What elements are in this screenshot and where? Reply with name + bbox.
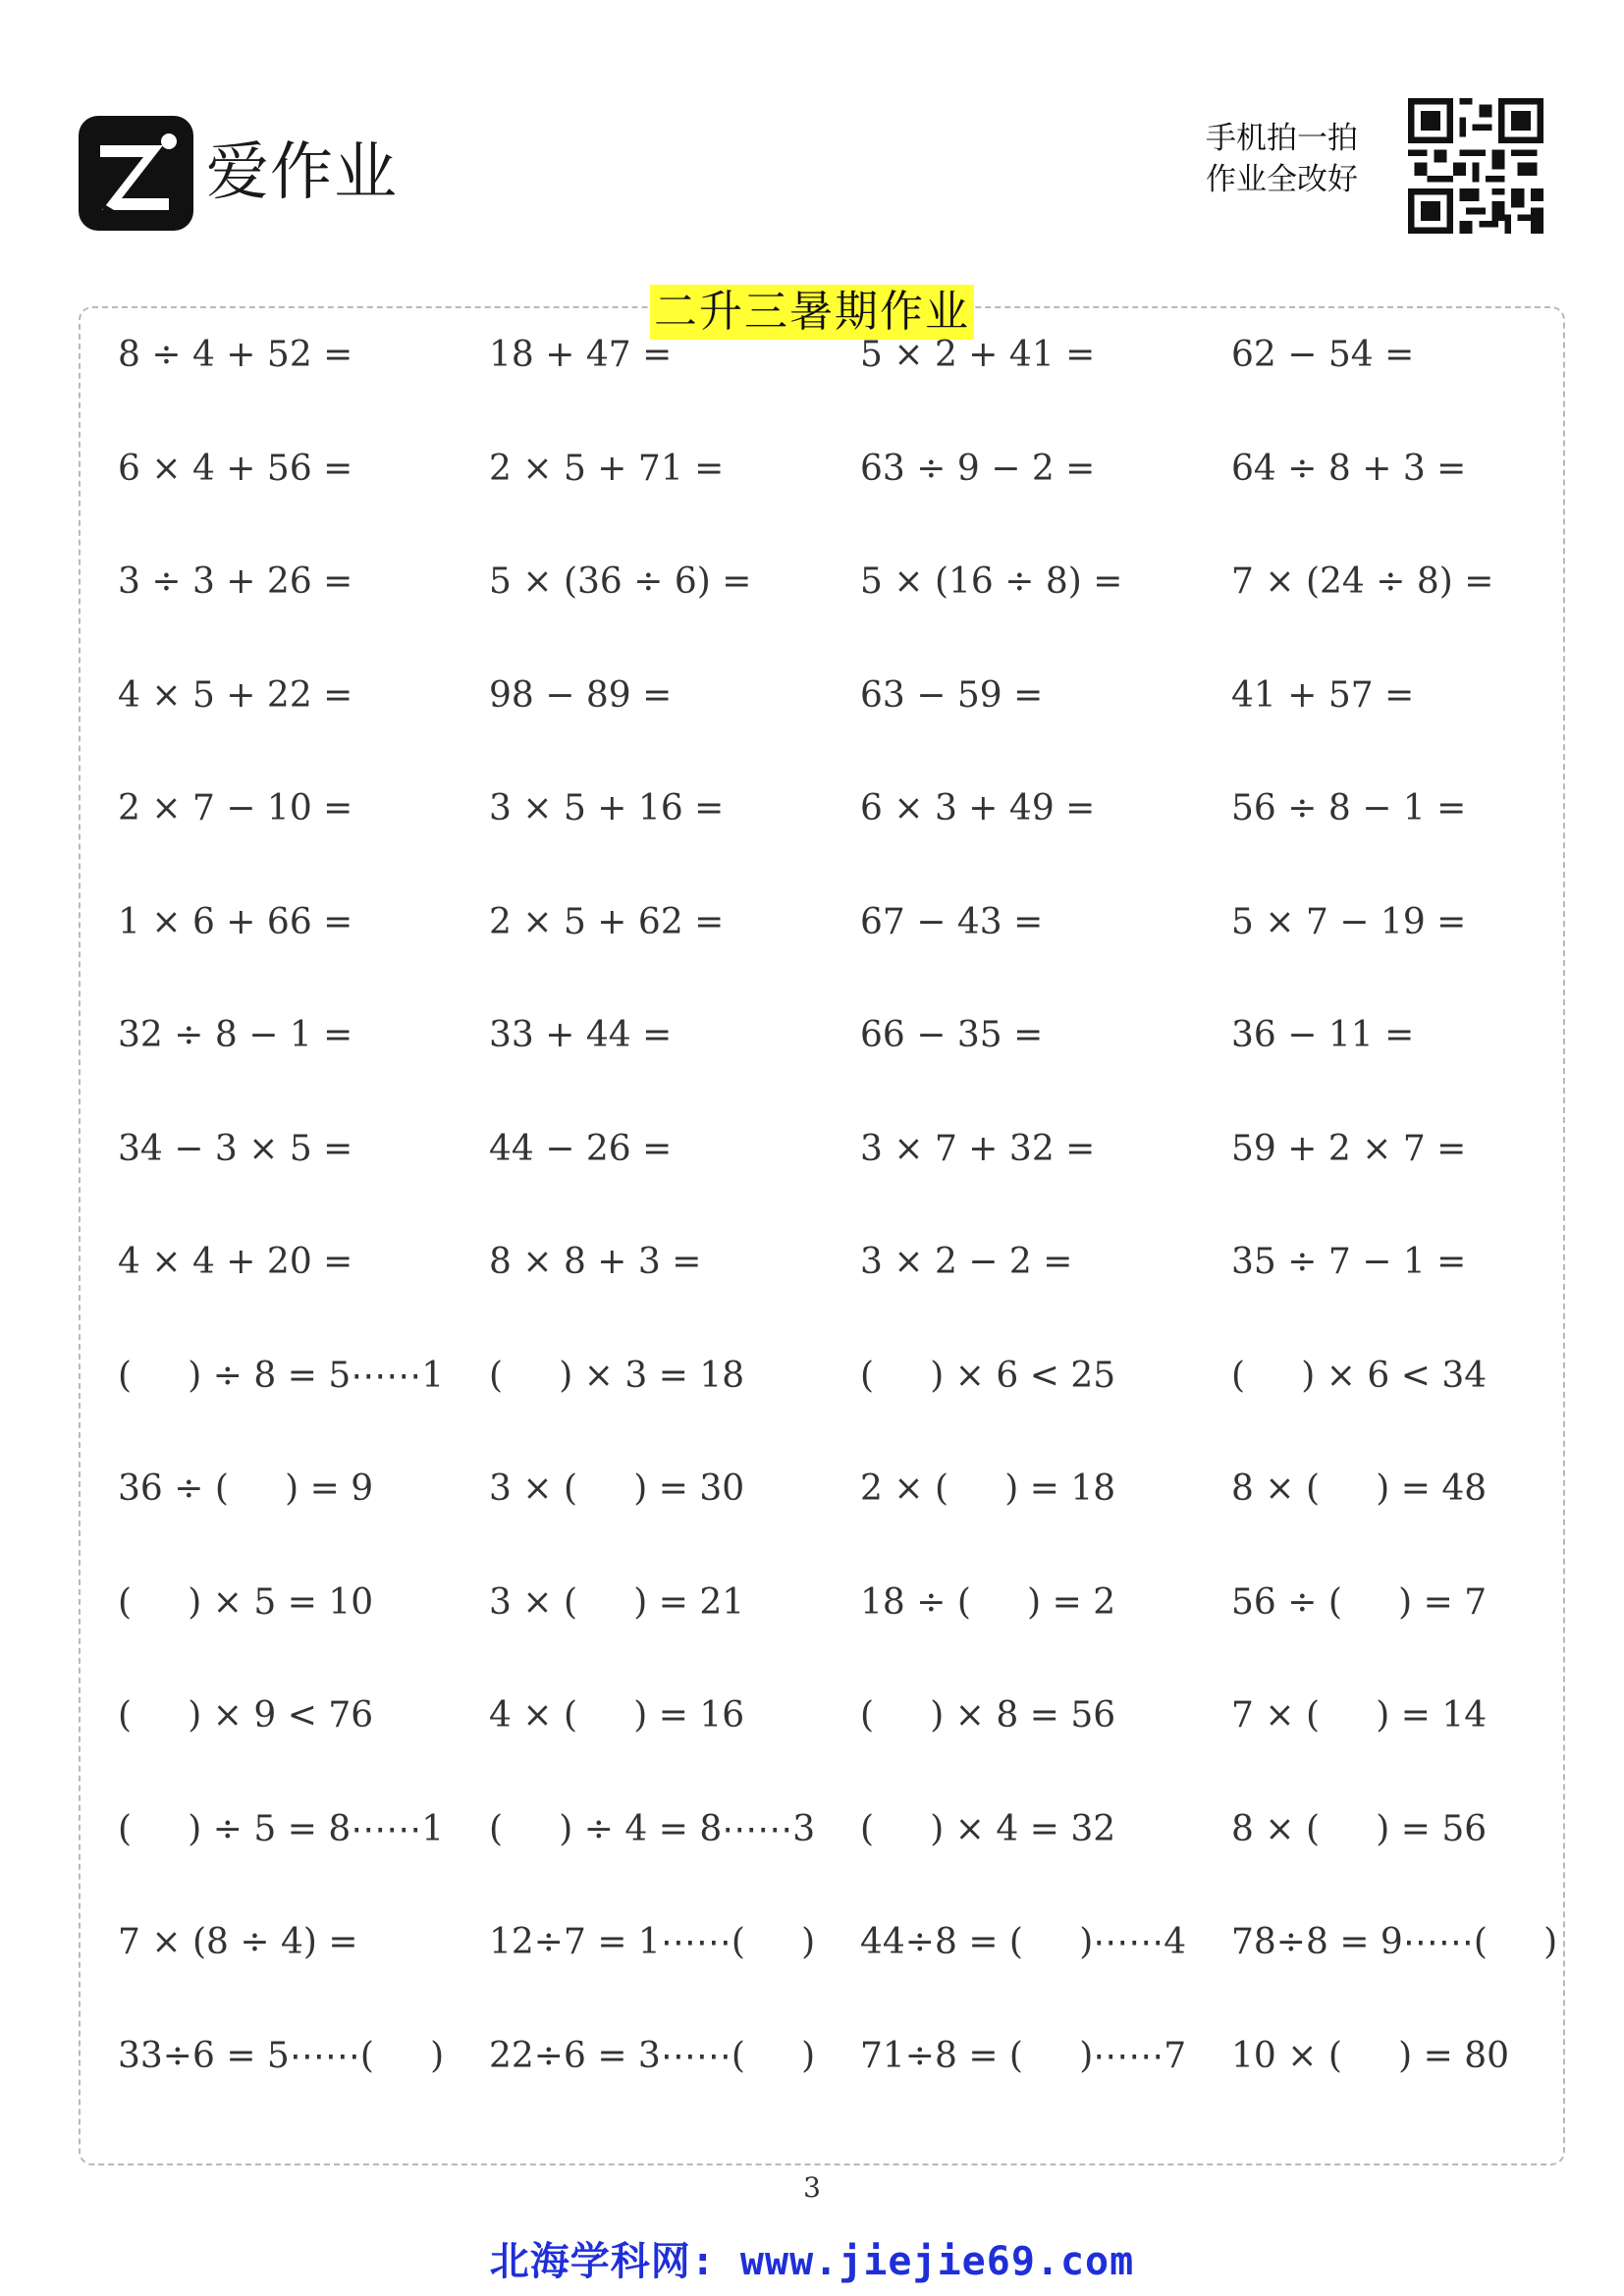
- problem-r6-c3: 67 − 43 =: [860, 902, 1044, 942]
- slogan-line-2: 作业全改好: [1206, 162, 1358, 197]
- problem-r9-c4: 35 ÷ 7 − 1 =: [1231, 1242, 1467, 1282]
- problem-r15-c2: 12÷7 = 1⋯⋯( ): [489, 1922, 816, 1962]
- problem-r11-c3: 2 × ( ) = 18: [860, 1468, 1116, 1509]
- problem-r9-c2: 8 × 8 + 3 =: [489, 1242, 702, 1282]
- problem-r13-c2: 4 × ( ) = 16: [489, 1695, 745, 1735]
- problem-r3-c1: 3 ÷ 3 + 26 =: [118, 561, 353, 602]
- problem-r6-c4: 5 × 7 − 19 =: [1231, 902, 1467, 942]
- problem-r13-c3: ( ) × 8 = 56: [860, 1695, 1116, 1735]
- slogan-line-1: 手机拍一拍: [1206, 121, 1358, 156]
- problem-r8-c4: 59 + 2 × 7 =: [1231, 1129, 1467, 1169]
- problem-r11-c2: 3 × ( ) = 30: [489, 1468, 745, 1509]
- problem-r14-c4: 8 × ( ) = 56: [1231, 1809, 1488, 1849]
- problem-r11-c1: 36 ÷ ( ) = 9: [118, 1468, 374, 1509]
- problem-r12-c3: 18 ÷ ( ) = 2: [860, 1582, 1116, 1623]
- problem-r5-c3: 6 × 3 + 49 =: [860, 788, 1096, 828]
- problem-r1-c4: 62 − 54 =: [1231, 335, 1415, 375]
- problem-r3-c4: 7 × (24 ÷ 8) =: [1231, 561, 1494, 602]
- problem-r12-c2: 3 × ( ) = 21: [489, 1582, 745, 1623]
- problem-r2-c3: 63 ÷ 9 − 2 =: [860, 449, 1096, 489]
- problem-r6-c2: 2 × 5 + 62 =: [489, 902, 725, 942]
- problem-r1-c2: 18 + 47 =: [489, 335, 673, 375]
- problem-r13-c1: ( ) × 9 < 76: [118, 1695, 374, 1735]
- problem-r4-c2: 98 − 89 =: [489, 675, 673, 716]
- problem-r8-c1: 34 − 3 × 5 =: [118, 1129, 353, 1169]
- qr-code-icon: [1408, 98, 1543, 234]
- problem-r11-c4: 8 × ( ) = 48: [1231, 1468, 1488, 1509]
- problem-r7-c2: 33 + 44 =: [489, 1015, 673, 1055]
- problem-r10-c3: ( ) × 6 < 25: [860, 1356, 1116, 1396]
- problem-r5-c1: 2 × 7 − 10 =: [118, 788, 353, 828]
- page-number: 3: [803, 2171, 821, 2204]
- problem-r16-c1: 33÷6 = 5⋯⋯( ): [118, 2036, 445, 2076]
- worksheet-title: 二升三暑期作业: [650, 285, 974, 340]
- problem-r4-c3: 63 − 59 =: [860, 675, 1044, 716]
- problem-r7-c1: 32 ÷ 8 − 1 =: [118, 1015, 353, 1055]
- problem-r2-c2: 2 × 5 + 71 =: [489, 449, 725, 489]
- problem-r2-c1: 6 × 4 + 56 =: [118, 449, 353, 489]
- problem-r4-c4: 41 + 57 =: [1231, 675, 1415, 716]
- problem-r6-c1: 1 × 6 + 66 =: [118, 902, 353, 942]
- problem-r12-c1: ( ) × 5 = 10: [118, 1582, 374, 1623]
- problem-r15-c1: 7 × (8 ÷ 4) =: [118, 1922, 358, 1962]
- problem-r2-c4: 64 ÷ 8 + 3 =: [1231, 449, 1467, 489]
- problem-r15-c3: 44÷8 = ( )⋯⋯4: [860, 1922, 1187, 1962]
- slogan: [1206, 118, 1358, 200]
- problem-r12-c4: 56 ÷ ( ) = 7: [1231, 1582, 1488, 1623]
- problem-r1-c1: 8 ÷ 4 + 52 =: [118, 335, 353, 375]
- problem-r1-c3: 5 × 2 + 41 =: [860, 335, 1096, 375]
- problem-r14-c2: ( ) ÷ 4 = 8⋯⋯3: [489, 1809, 816, 1849]
- brand-logo-icon: [79, 116, 193, 231]
- problem-r9-c3: 3 × 2 − 2 =: [860, 1242, 1073, 1282]
- problem-r10-c4: ( ) × 6 < 34: [1231, 1356, 1488, 1396]
- brand-name: 爱作业: [206, 136, 398, 209]
- problem-r8-c2: 44 − 26 =: [489, 1129, 673, 1169]
- problem-r5-c4: 56 ÷ 8 − 1 =: [1231, 788, 1467, 828]
- problem-r4-c1: 4 × 5 + 22 =: [118, 675, 353, 716]
- problem-r8-c3: 3 × 7 + 32 =: [860, 1129, 1096, 1169]
- title-wrap: [0, 285, 1624, 340]
- problem-r10-c1: ( ) ÷ 8 = 5⋯⋯1: [118, 1356, 445, 1396]
- problem-r16-c4: 10 × ( ) = 80: [1231, 2036, 1510, 2076]
- problem-r14-c3: ( ) × 4 = 32: [860, 1809, 1116, 1849]
- problem-r14-c1: ( ) ÷ 5 = 8⋯⋯1: [118, 1809, 445, 1849]
- problem-r7-c4: 36 − 11 =: [1231, 1015, 1415, 1055]
- footer-site: 北海学科网: www.jiejie69.com: [489, 2239, 1135, 2284]
- problem-r9-c1: 4 × 4 + 20 =: [118, 1242, 353, 1282]
- problem-r16-c3: 71÷8 = ( )⋯⋯7: [860, 2036, 1187, 2076]
- problem-r15-c4: 78÷8 = 9⋯⋯( ): [1231, 1922, 1558, 1962]
- problem-r7-c3: 66 − 35 =: [860, 1015, 1044, 1055]
- problem-r3-c3: 5 × (16 ÷ 8) =: [860, 561, 1123, 602]
- problem-r16-c2: 22÷6 = 3⋯⋯( ): [489, 2036, 816, 2076]
- problem-r10-c2: ( ) × 3 = 18: [489, 1356, 745, 1396]
- problem-r5-c2: 3 × 5 + 16 =: [489, 788, 725, 828]
- problem-r13-c4: 7 × ( ) = 14: [1231, 1695, 1488, 1735]
- problem-r3-c2: 5 × (36 ÷ 6) =: [489, 561, 752, 602]
